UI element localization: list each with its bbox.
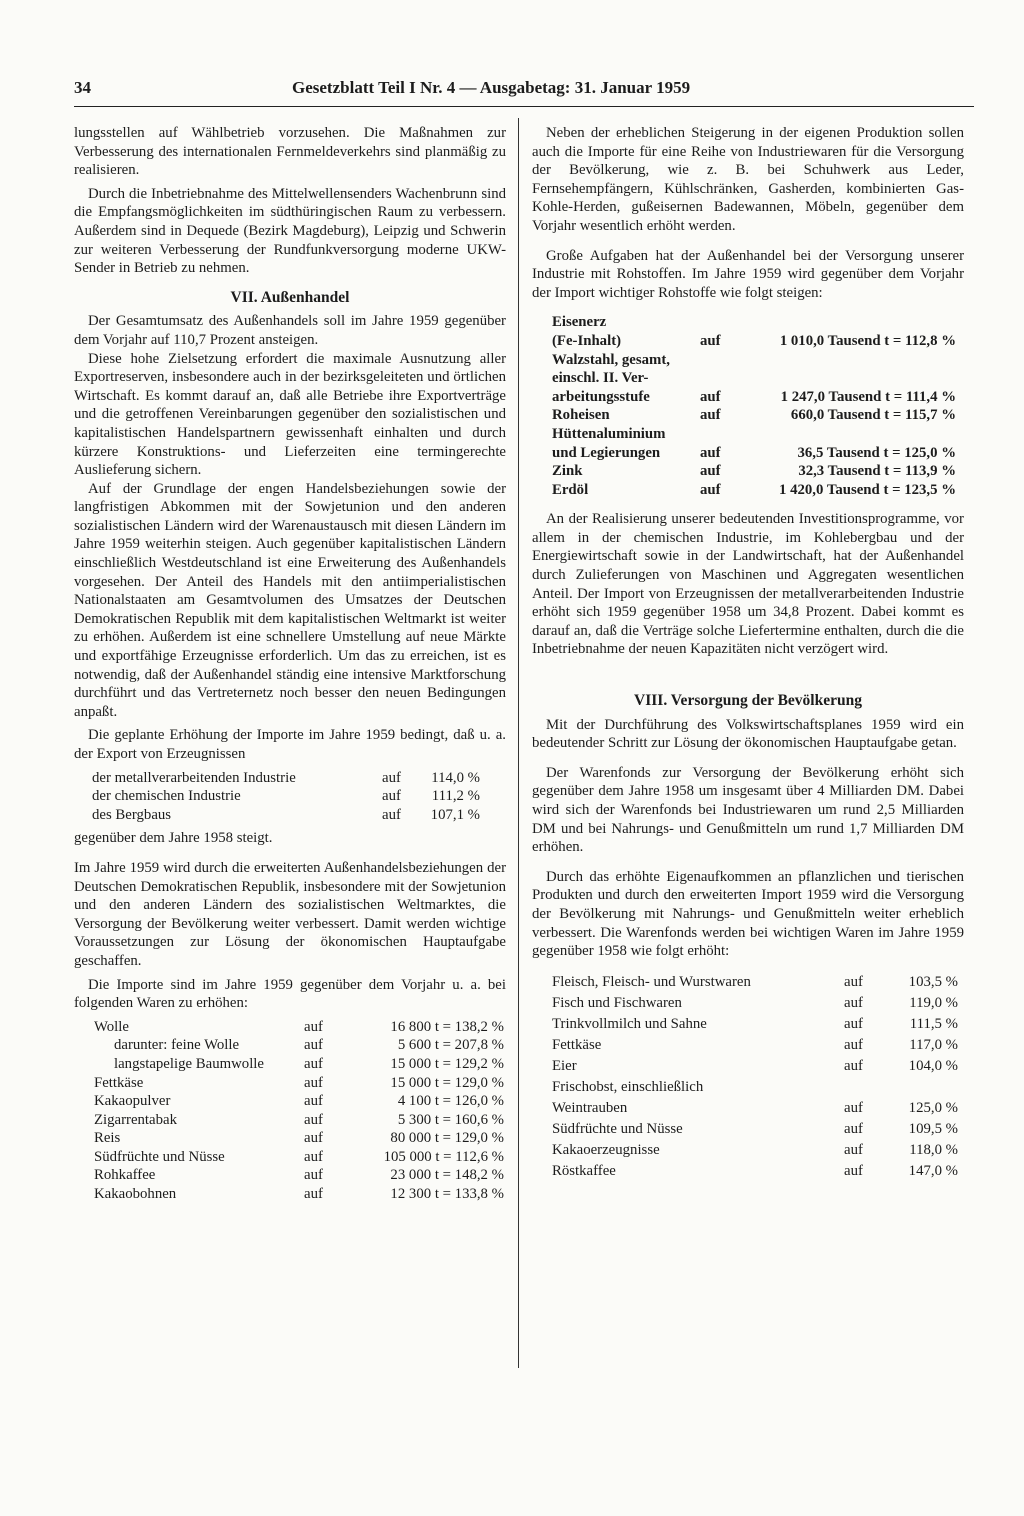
row-label: [552, 481, 700, 500]
row-label: [552, 1056, 844, 1077]
row-auf: auf: [700, 463, 721, 480]
row-value: 111,5 %: [909, 1015, 958, 1032]
table-row: [552, 1056, 958, 1077]
row-auf: auf: [844, 1162, 863, 1179]
row-auf: auf: [304, 1148, 323, 1165]
table-row: [552, 462, 956, 481]
paragraph: Im Jahre 1959 wird durch die erweiterten Außenhandelsbeziehungen der Deutschen Demokratischen Republik, insbesondere mit der Sowjetunion und den anderen Ländern des sozialistischen Weltmarktes, die Versorgung der Bevölkerung weiter verbessert. Damit werden wichtige Voraussetzungen zur Lösung der ökonomischen Hauptaufgabe geschaffen.: [74, 859, 506, 969]
paragraph: An der Realisierung unserer bedeutenden Investitionsprogramme, vor allem in der chemischen Industrie, im Kohlebergbau und der Energiewirtschaft sowie in der Landwirtschaft, hat der Außenhandel durch Zulieferungen von Maschinen und Aggregaten wesentlichen Anteil. Der Import von Erzeugnissen der metallverarbeitenden Industrie erhöht sich 1959 gegenüber 1958 um 34,8 Prozent. Dabei kommt es darauf an, daß die Verträge solche Liefertermine enthalten, durch die die Inbetriebnahme der neuen Kapazitäten nicht verzögert wird.: [532, 511, 964, 658]
table-row: [92, 806, 480, 825]
row-label: [552, 425, 700, 462]
row-auf: auf: [844, 1057, 863, 1074]
row-label-line: Röstkaffee: [552, 1162, 616, 1179]
consumer-goods-table: [552, 972, 958, 1182]
row-value: 117,0 %: [909, 1036, 958, 1053]
row-value: 125,0 %: [908, 1099, 958, 1116]
row-label: [552, 313, 700, 350]
row-value: 15 000 t = 129,0 %: [390, 1074, 504, 1091]
row-value: 80 000 t = 129,0 %: [390, 1130, 504, 1147]
row-auf: auf: [382, 788, 401, 805]
right-column: [532, 124, 964, 1182]
row-label: langstapelige Baumwolle: [114, 1055, 264, 1072]
table-row: [552, 1119, 958, 1140]
import-table: [94, 1018, 504, 1204]
table-row: [552, 993, 958, 1014]
row-auf: auf: [700, 407, 721, 424]
row-value: 119,0 %: [909, 994, 958, 1011]
row-auf: auf: [304, 1055, 323, 1072]
row-label: Reis: [94, 1130, 121, 1147]
row-label-line: Fleisch, Fleisch- und Wurstwaren: [552, 973, 751, 990]
row-value: 1 010,0 Tausend t = 112,8 %: [779, 332, 956, 349]
row-value: 105 000 t = 112,6 %: [383, 1148, 504, 1165]
table-row: [552, 406, 956, 425]
row-auf: auf: [304, 1111, 323, 1128]
left-column: [74, 124, 506, 1204]
row-label-line: Hüttenaluminium: [552, 425, 666, 442]
row-auf: auf: [700, 481, 721, 498]
paragraph: Neben der erheblichen Steigerung in der eigenen Produktion sollen auch die Importe für eine Reihe von Industriewaren für die Versorgung der Bevölkerung, wie z. B. bei Schuhwerk aus Leder, Fernsehempfängern, Kühlschränken, Gasherden, kombinierten Gas-Kohle-Herden, gußeisernen Badewannen, Möbeln, gegenüber dem Vorjahr wesentlich erhöht werden.: [532, 125, 964, 234]
row-label-line: Erdöl: [552, 481, 589, 498]
paragraph: Durch die Inbetriebnahme des Mittelwellensenders Wachenbrunn sind die Empfangsmöglichkeiten im südthüringischen Raum zu verbessern. Außerdem sind in Dequede (Bezirk Magdeburg), Leipzig und Schwerin zur weiteren Verbesserung der Rundfunkversorgung moderne UKW-Sender in Betrieb zu nehmen.: [74, 185, 506, 277]
paragraph: lungsstellen auf Wählbetrieb vorzusehen. Die Maßnahmen zur Verbesserung des internationalen Fernmeldeverkehrs sind planmäßig zu realisieren.: [74, 125, 506, 179]
table-row: [552, 972, 958, 993]
paragraph: Mit der Durchführung des Volkswirtschaftsplanes 1959 wird ein bedeutender Schritt zur Lösung der ökonomischen Hauptaufgabe getan.: [532, 716, 964, 752]
row-auf: auf: [844, 1015, 863, 1032]
table-row: [94, 1166, 504, 1185]
table-row: [94, 1074, 504, 1093]
row-label: Rohkaffee: [94, 1167, 156, 1184]
row-auf: auf: [700, 332, 721, 349]
section-heading: VIII. Versorgung der Bevölkerung: [634, 692, 862, 710]
row-value: 5 600 t = 207,8 %: [397, 1037, 504, 1054]
row-label: Kakaobohnen: [94, 1186, 177, 1203]
row-label-line: Fisch und Fischwaren: [552, 994, 682, 1011]
paragraph: Diese hohe Zielsetzung erfordert die maximale Ausnutzung aller Exportreserven, insbesondere auch in der bezirksgeleiteten und örtlichen Wirtschaft. Es kommt darauf an, daß alle Betriebe ihre Exportverträge und die getroffenen Vereinbarungen gegenüber den sozialistischen und kapitalistischen Handelspartnern gewissenhaft einhalten und durch kürzere Konstruktions- und Lieferzeiten eine termingerechte Auslieferung sichern.: [74, 350, 506, 479]
paragraph: Die Importe sind im Jahre 1959 gegenüber dem Vorjahr u. a. bei folgenden Waren zu erhöhen:: [74, 976, 506, 1012]
paragraph: Die geplante Erhöhung der Importe im Jahre 1959 bedingt, daß u. a. der Export von Erzeugnissen: [74, 727, 506, 762]
row-auf: auf: [382, 806, 401, 823]
row-auf: auf: [844, 1141, 863, 1158]
row-value: 12 300 t = 133,8 %: [390, 1186, 504, 1203]
row-label: darunter: feine Wolle: [114, 1037, 240, 1054]
row-value: 16 800 t = 138,2 %: [390, 1018, 504, 1035]
row-auf: auf: [304, 1130, 323, 1147]
table-row: [94, 1185, 504, 1204]
row-auf: auf: [844, 1120, 863, 1137]
table-row: [552, 1035, 958, 1056]
row-label-line: Roheisen: [552, 407, 610, 424]
row-label: Fettkäse: [94, 1074, 144, 1091]
row-value: 5 300 t = 160,6 %: [397, 1111, 504, 1128]
export-table: [92, 769, 480, 825]
paragraph: Auf der Grundlage der engen Handelsbeziehungen sowie der langfristigen Abkommen mit der Sowjetunion und den anderen sozialistischen Ländern wird der Warenaustausch mit diesen Ländern im Jahre 1959 weiterhin steigen. Auch gegenüber kapitalistischen Ländern einschließlich Westdeutschland ist eine Erweiterung des Außenhandels vorgesehen. Der Anteil des Handels mit den antiimperialistischen Nationalstaaten am Gesamtvolumen des Umsatzes der Deutschen Demokratischen Republik mit dem kapitalistischen Weltmarkt ist weiter zu erhöhen. Außerdem ist eine schnellere Umstellung auf neue Märkte und exportfähige Erzeugnisse erforderlich. Um das zu erreichen, ist es notwendig, daß der Außenhandel ständig eine intensive Marktforschung durchführt und das Vertreternetz noch besser den neuen Bedingungen anpaßt.: [74, 480, 506, 720]
row-auf: auf: [844, 994, 863, 1011]
row-auf: auf: [700, 388, 721, 405]
table-row: [552, 425, 956, 462]
row-auf: auf: [844, 973, 863, 990]
row-auf: auf: [304, 1037, 323, 1054]
table-row: [94, 1055, 504, 1074]
row-label-line: Zink: [552, 463, 583, 480]
table-row: [92, 769, 480, 788]
row-label-line: Eier: [552, 1057, 577, 1074]
row-label: des Bergbaus: [92, 806, 172, 823]
table-row: [552, 351, 956, 407]
row-value: 104,0 %: [908, 1057, 958, 1074]
paragraph: gegenüber dem Jahre 1958 steigt.: [74, 830, 273, 847]
table-row: [94, 1129, 504, 1148]
row-label: [552, 1035, 844, 1056]
table-row: [94, 1111, 504, 1130]
table-row: [552, 481, 956, 500]
page-header: [74, 78, 974, 104]
row-value: 147,0 %: [908, 1162, 958, 1179]
row-label: der chemischen Industrie: [92, 788, 241, 805]
row-value: 107,1 %: [430, 806, 480, 823]
row-label-line: (Fe-Inhalt): [552, 332, 622, 349]
row-label: [552, 462, 700, 481]
raw-materials-table: [552, 313, 956, 499]
table-row: [552, 1161, 958, 1182]
header-rule: [74, 106, 974, 107]
table-row: [92, 787, 480, 806]
row-value: 1 247,0 Tausend t = 111,4 %: [780, 388, 956, 405]
section-heading: VII. Außenhandel: [230, 288, 350, 306]
row-label: [552, 1014, 844, 1035]
row-auf: auf: [304, 1167, 323, 1184]
paragraph: Der Warenfonds zur Versorgung der Bevölkerung erhöht sich gegenüber dem Jahre 1958 um insgesamt über 4 Milliarden DM. Dabei wird sich der Warenfonds bei Industriewaren um rund 2,5 Milliarden DM und bei Nahrungs- und Genußmitteln um rund 1,7 Milliarden DM erhöhen.: [532, 764, 964, 856]
row-value: 111,2 %: [431, 788, 480, 805]
row-auf: auf: [844, 1099, 863, 1116]
table-row: [94, 1018, 504, 1037]
row-value: 660,0 Tausend t = 115,7 %: [790, 407, 956, 424]
table-row: [552, 1140, 958, 1161]
row-auf: auf: [382, 769, 401, 786]
row-label: [552, 1161, 844, 1182]
row-value: 15 000 t = 129,2 %: [390, 1055, 504, 1072]
row-label: [552, 993, 844, 1014]
row-value: 118,0 %: [909, 1141, 958, 1158]
row-value: 114,0 %: [431, 769, 480, 786]
row-label-line: Frischobst, einschließlich: [552, 1078, 704, 1095]
row-label: [552, 1140, 844, 1161]
row-label: Zigarrentabak: [94, 1111, 177, 1128]
row-label: [552, 406, 700, 425]
header-title: Gesetzblatt Teil I Nr. 4 — Ausgabetag: 31. Januar 1959: [292, 78, 691, 97]
row-auf: auf: [700, 444, 721, 461]
row-label: Südfrüchte und Nüsse: [94, 1148, 225, 1165]
row-label-line: arbeitungsstufe: [552, 388, 650, 405]
row-label: der metallverarbeitenden Industrie: [92, 769, 296, 786]
row-label-line: Weintrauben: [552, 1099, 628, 1116]
row-label-line: einschl. II. Ver-: [552, 370, 649, 387]
paragraph: Große Aufgaben hat der Außenhandel bei der Versorgung unserer Industrie mit Rohstoffen. Im Jahre 1959 wird gegenüber dem Vorjahr der Import wichtiger Rohstoffe wie folgt steigen:: [532, 247, 964, 301]
table-row: [94, 1148, 504, 1167]
row-auf: auf: [304, 1186, 323, 1203]
row-label: [552, 351, 700, 407]
table-row: [552, 1077, 958, 1119]
row-label: [552, 1077, 844, 1119]
row-value: 103,5 %: [908, 973, 958, 990]
row-auf: auf: [844, 1036, 863, 1053]
row-label-line: Fettkäse: [552, 1036, 602, 1053]
table-row: [94, 1036, 504, 1055]
row-auf: auf: [304, 1018, 323, 1035]
table-row: [552, 1014, 958, 1035]
row-label-line: Trinkvollmilch und Sahne: [552, 1015, 707, 1032]
row-label: [552, 1119, 844, 1140]
table-row: [94, 1092, 504, 1111]
row-label-line: Walzstahl, gesamt,: [552, 351, 670, 368]
row-label-line: Eisenerz: [552, 314, 607, 331]
page-number: 34: [74, 78, 91, 97]
row-label: Kakaopulver: [94, 1093, 171, 1110]
table-row: [552, 313, 956, 350]
row-auf: auf: [304, 1093, 323, 1110]
column-divider: [518, 118, 519, 1368]
paragraph: Der Gesamtumsatz des Außenhandels soll im Jahre 1959 gegenüber dem Vorjahr auf 110,7 Prozent ansteigen.: [74, 313, 506, 348]
row-label: Wolle: [94, 1018, 129, 1035]
row-value: 109,5 %: [908, 1120, 958, 1137]
row-auf: auf: [304, 1074, 323, 1091]
row-value: 36,5 Tausend t = 125,0 %: [797, 444, 956, 461]
row-value: 23 000 t = 148,2 %: [390, 1167, 504, 1184]
row-value: 32,3 Tausend t = 113,9 %: [798, 463, 956, 480]
paragraph: Durch das erhöhte Eigenaufkommen an pflanzlichen und tierischen Produkten und durch den erweiterten Import 1959 wird die Versorgung der Bevölkerung mit Nahrungs- und Genußmitteln weiter erheblich verbessert. Die Warenfonds werden bei wichtigen Waren im Jahre 1959 gegenüber 1958 wie folgt erhöht:: [532, 868, 964, 960]
row-value: 4 100 t = 126,0 %: [397, 1093, 504, 1110]
row-label-line: Kakaoerzeugnisse: [552, 1141, 660, 1158]
row-label-line: und Legierungen: [552, 444, 661, 461]
row-label: [552, 972, 844, 993]
row-label-line: Südfrüchte und Nüsse: [552, 1120, 683, 1137]
row-value: 1 420,0 Tausend t = 123,5 %: [779, 481, 956, 498]
